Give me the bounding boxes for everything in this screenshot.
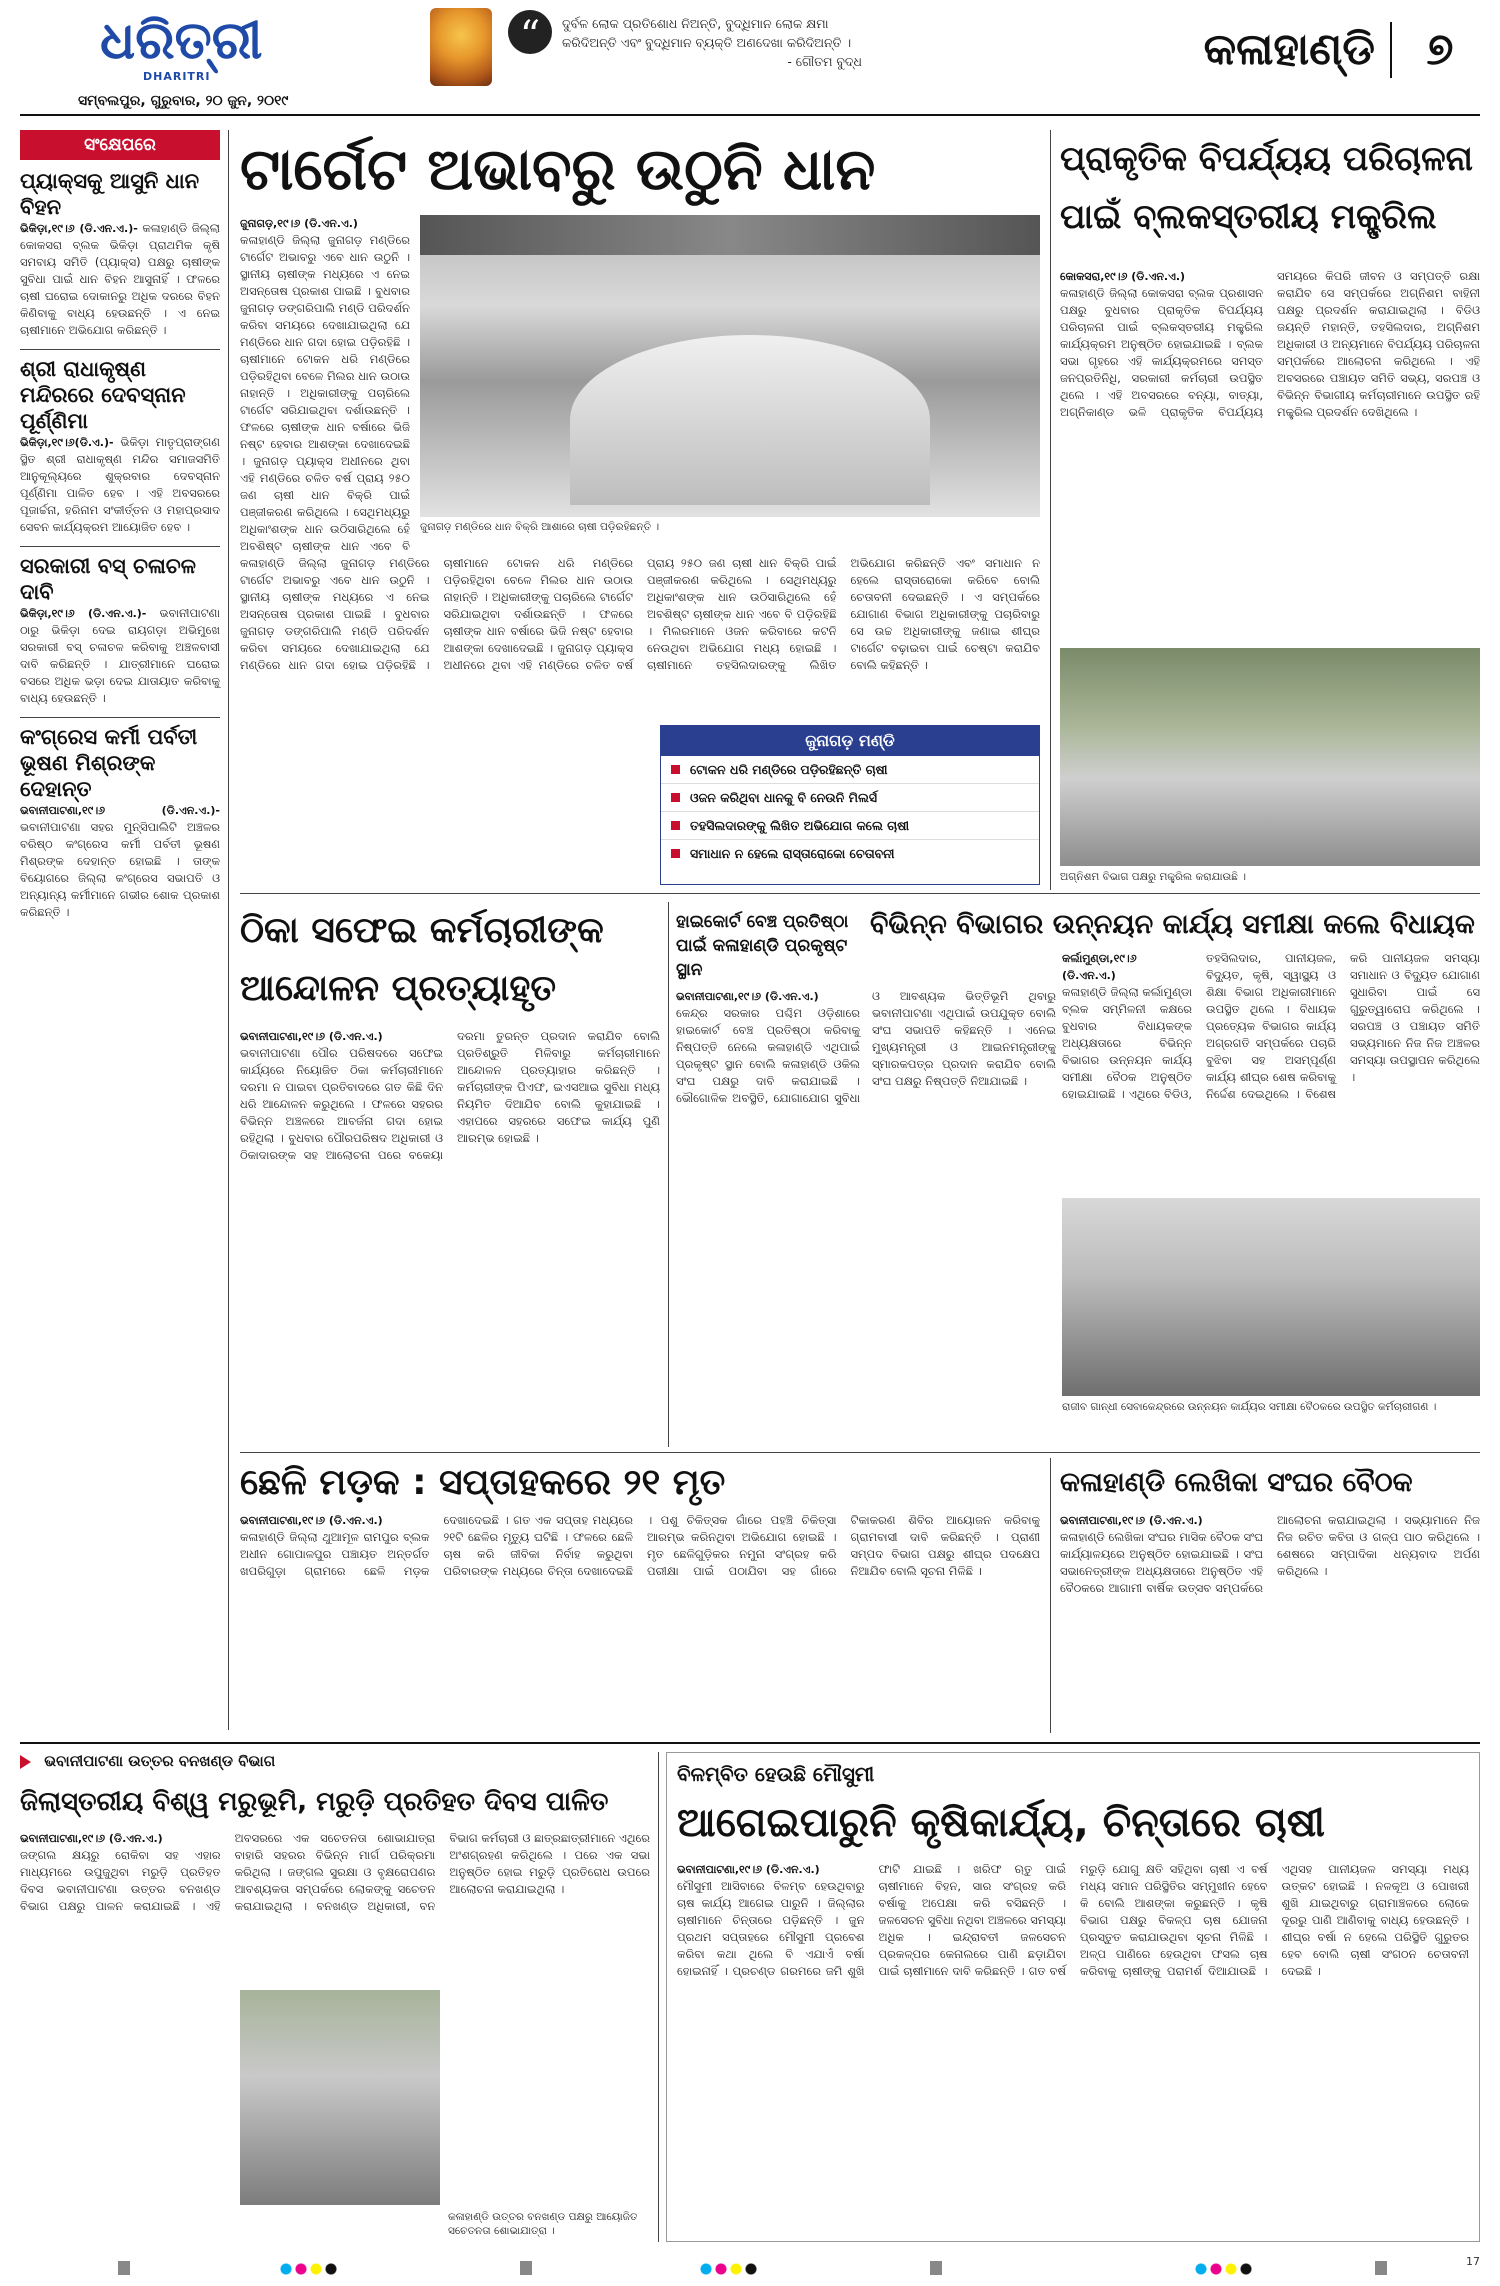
disaster-photo — [1060, 648, 1480, 866]
brief-text: ଭବାନୀପାଟଣା ସହର ମୁନ୍ସିପାଲିଟି ଅଞ୍ଚଳର ବରିଷ୍ଠ କଂଗ୍ରେସ କର୍ମୀ ପର୍ବତୀ ଭୂଷଣ ମିଶ୍ରଙ୍କ ଦେହାନ୍ତ ହୋଇଛି । ତାଙ୍କ ବିୟୋଗରେ ଜିଲ୍ଲା କଂଗ୍ରେସ ସଭାପତି ଓ ଅନ୍ୟାନ୍ୟ କର୍ମୀମାନେ ଗଭୀର ଶୋକ ପ୍ରକାଶ କରିଛନ୍ତି । — [20, 820, 220, 919]
lead-text-continued: କଳାହାଣ୍ଡି ଜିଲ୍ଲା ଜୁନାଗଡ଼ ମଣ୍ଡିରେ ଟାର୍ଗେଟ ଅଭାବରୁ ଏବେ ଧାନ ଉଠୁନି । ସ୍ଥାନୀୟ ଚାଷୀଙ୍କ ମଧ୍ୟରେ ଏ ନେଇ ଅସନ୍ତୋଷ ପ୍ରକାଶ ପାଇଛି । ବୁଧବାର ଜୁନାଗଡ଼ ଡଙ୍ଗରିପାଲି ମଣ୍ଡି ପରିଦର୍ଶନ କରିବା ସମୟରେ ଦେଖାଯାଇଥିଲା ଯେ ମଣ୍ଡିରେ ଧାନ ଗଦା ହୋଇ ପଡ଼ିରହିଛି । ଚାଷୀମାନେ ଟୋକନ ଧରି ମଣ୍ଡିରେ ପଡ଼ିରହିଥିବା ବେଳେ ମିଲର ଧାନ ଉଠାଉ ନାହାନ୍ତି । ଅଧିକାରୀଙ୍କୁ ପଚାରିଲେ ଟାର୍ଗେଟ ସରିଯାଇଥିବା ଦର୍ଶାଉଛନ୍ତି । ଫଳରେ ଚାଷୀଙ୍କ ଧାନ ବର୍ଷାରେ ଭିଜି ନଷ୍ଟ ହେବାର ଆଶଙ୍କା ଦେଖାଦେଇଛି । ଜୁନାଗଡ଼ ପ୍ୟାକ୍ସ ଅଧୀନରେ ଥିବା ଏହି ମଣ୍ଡିରେ ଚଳିତ ବର୍ଷ ପ୍ରାୟ ୨୫୦ ଜଣ ଚାଷୀ ଧାନ ବିକ୍ରି ପାଇଁ ପଞ୍ଜୀକରଣ କରିଥିଲେ । ସେଥିମଧ୍ୟରୁ ଅଧିକାଂଶଙ୍କ ଧାନ ଉଠିସାରିଥିଲେ ହେଁ ଅବଶିଷ୍ଟ ଚାଷୀଙ୍କ ଧାନ ଏବେ ବି ପଡ଼ିରହିଛି । ମିଲରମାନେ ଓଜନ କରିବାରେ କଟନି ନେଉଥିବା ଅଭିଯୋଗ ମଧ୍ୟ ହୋଇଛି । ଚାଷୀମାନେ ତହସିଲଦାରଙ୍କୁ ଲିଖିତ ଅଭିଯୋଗ କରିଛନ୍ତି ଏବଂ ସମାଧାନ ନ ହେଲେ ରାସ୍ତାରୋକୋ କରିବେ ବୋଲି ଚେତାବନୀ ଦେଇଛନ୍ତି । ଏ ସମ୍ପର୍କରେ ଯୋଗାଣ ବିଭାଗ ଅଧିକାରୀଙ୍କୁ ପଚାରିବାରୁ ସେ ଉଚ୍ଚ ଅଧିକାରୀଙ୍କୁ ଜଣାଇ ଶୀଘ୍ର ଟାର୍ଗେଟ ବଢ଼ାଇବା ପାଇଁ ଚେଷ୍ଟା କରାଯିବ ବୋଲି କହିଛନ୍ତି । — [240, 556, 1040, 672]
section-name: କଳାହାଣ୍ଡି — [1203, 24, 1375, 75]
brief-headline: କଂଗ୍ରେସ କର୍ମୀ ପର୍ବତୀ ଭୂଷଣ ମିଶ୍ରଙ୍କ ଦେହାନ୍ତ — [20, 725, 198, 801]
section-rule-3 — [20, 1742, 1480, 1744]
masthead-rule — [20, 114, 1480, 116]
monsoon-text: ମୌସୁମୀ ଆସିବାରେ ବିଳମ୍ବ ହେଉଥିବାରୁ ଚାଷ କାର୍ଯ୍ୟ ଆଗେଇ ପାରୁନି । ଜିଲ୍ଲାର ଚାଷୀମାନେ ଚିନ୍ତାରେ ପଡ଼ିଛନ୍ତି । ଜୁନ ପ୍ରଥମ ସପ୍ତାହରେ ମୌସୁମୀ ପ୍ରବେଶ କରିବା କଥା ଥିଲେ ବି ଏଯାଏଁ ବର୍ଷା ହୋଇନାହିଁ । ପ୍ରଚଣ୍ଡ ଗରମରେ ଜମି ଶୁଖି ଫାଟି ଯାଇଛି । ଖରିଫ ଋତୁ ପାଇଁ ଚାଷୀମାନେ ବିହନ, ସାର ସଂଗ୍ରହ କରି ବର୍ଷାକୁ ଅପେକ୍ଷା କରି ବସିଛନ୍ତି । ଜଳସେଚନ ସୁବିଧା ନଥିବା ଅଞ୍ଚଳରେ ସମସ୍ୟା ଅଧିକ । ଇନ୍ଦ୍ରାବତୀ ଜଳସେଚନ ପ୍ରକଳ୍ପର କେନାଲରେ ପାଣି ଛଡ଼ାଯିବା ପାଇଁ ଚାଷୀମାନେ ଦାବି କରିଛନ୍ତି । ଗତ ବର୍ଷ ମରୁଡ଼ି ଯୋଗୁ କ୍ଷତି ସହିଥିବା ଚାଷୀ ଏ ବର୍ଷ ମଧ୍ୟ ସମାନ ପରିସ୍ଥିତିର ସମ୍ମୁଖୀନ ହେବେ କି ବୋଲି ଆଶଙ୍କା କରୁଛନ୍ତି । କୃଷି ବିଭାଗ ପକ୍ଷରୁ ବିକଳ୍ପ ଚାଷ ଯୋଜନା ପ୍ରସ୍ତୁତ କରାଯାଉଥିବା ସୂଚନା ମିଳିଛି । ଅଳ୍ପ ପାଣିରେ ହେଉଥିବା ଫସଲ ଚାଷ କରିବାକୁ ଚାଷୀଙ୍କୁ ପରାମର୍ଶ ଦିଆଯାଉଛି । ଏଥିସହ ପାନୀୟଜଳ ସମସ୍ୟା ମଧ୍ୟ ଉତ୍କଟ ହୋଇଛି । ନଳକୂଅ ଓ ପୋଖରୀ ଶୁଖି ଯାଇଥିବାରୁ ଗ୍ରାମାଞ୍ଚଳରେ ଲୋକେ ଦୂରରୁ ପାଣି ଆଣିବାକୁ ବାଧ୍ୟ ହେଉଛନ୍ତି । ଶୀଘ୍ର ବର୍ଷା ନ ହେଲେ ପରିସ୍ଥିତି ଗୁରୁତର ହେବ ବୋଲି ଚାଷୀ ସଂଗଠନ ଚେତାବନୀ ଦେଇଛି । — [677, 1862, 1469, 1978]
brief-label: ସଂକ୍ଷେପରେ — [20, 130, 220, 160]
highcourt-text: କେନ୍ଦ୍ର ସରକାର ପଶ୍ଚିମ ଓଡ଼ିଶାରେ ହାଇକୋର୍ଟ ବେଞ୍ଚ ପ୍ରତିଷ୍ଠା କରିବାକୁ ନିଷ୍ପତ୍ତି ନେଲେ କଳାହାଣ୍ଡି ଏଥିପାଇଁ ପ୍ରକୃଷ୍ଟ ସ୍ଥାନ ବୋଲି କଳାହାଣ୍ଡି ଓକିଲ ସଂଘ ପକ୍ଷରୁ ଦାବି କରାଯାଇଛି । ଭୌଗୋଳିକ ଅବସ୍ଥିତି, ଯୋଗାଯୋଗ ସୁବିଧା ଓ ଆବଶ୍ୟକ ଭିତ୍ତିଭୂମି ଥିବାରୁ ଭବାନୀପାଟଣା ଏଥିପାଇଁ ଉପଯୁକ୍ତ ବୋଲି ସଂଘ ସଭାପତି କହିଛନ୍ତି । ଏନେଇ ମୁଖ୍ୟମନ୍ତ୍ରୀ ଓ ଆଇନମନ୍ତ୍ରୀଙ୍କୁ ସ୍ମାରକପତ୍ର ପ୍ରଦାନ କରାଯିବ ବୋଲି ସଂଘ ପକ୍ଷରୁ ନିଷ୍ପତ୍ତି ନିଆଯାଇଛି । — [676, 989, 1056, 1105]
registration-block — [1375, 2261, 1387, 2275]
quote-text — [562, 14, 862, 94]
highcourt-headline: ହାଇକୋର୍ଟ ବେଞ୍ଚ ପ୍ରତିଷ୍ଠା ପାଇଁ କଳାହାଣ୍ଡି ପ୍ରକୃଷ୍ଟ ସ୍ଥାନ — [676, 912, 849, 980]
goats-body — [240, 1512, 1040, 1732]
disaster-body — [1060, 268, 1480, 638]
brief-body — [20, 434, 220, 536]
monsoon-kicker: ବିଳମ୍ବିତ ହେଉଛି ମୌସୁମୀ — [677, 1762, 875, 1786]
monsoon-headline: ଆଗେଇପାରୁନି କୃଷିକାର୍ଯ୍ୟ, ଚିନ୍ତାରେ ଚାଷୀ — [677, 1800, 1326, 1846]
monsoon-box — [666, 1752, 1480, 2242]
bullet-square-icon — [671, 765, 680, 774]
brief-divider — [20, 546, 220, 547]
brief-item — [20, 724, 220, 921]
brief-item — [20, 168, 220, 339]
factbox-bullet-text: ସମାଧାନ ନ ହେଲେ ରାସ୍ତାରୋକୋ ଚେତାବନୀ — [690, 845, 895, 861]
quote-mark-icon: “ — [508, 10, 552, 54]
desert-photo — [240, 1990, 440, 2205]
paddy-heap-shape — [570, 335, 930, 505]
writers-headline: କଳାହାଣ୍ଡି ଲେଖିକା ସଂଘର ବୈଠକ — [1060, 1467, 1413, 1498]
cmyk-dots — [280, 2263, 340, 2275]
lead-headline: ଟାର୍ଗେଟ ଅଭାବରୁ ଉଠୁନି ଧାନ — [240, 135, 876, 203]
print-registration-strip — [0, 2255, 1500, 2281]
bullet-square-icon — [671, 849, 680, 858]
desert-text: ଜଙ୍ଗଲ କ୍ଷୟରୁ ରୋକିବା ସହ ଏହାର ମାଧ୍ୟମରେ ଉପୁଜୁଥିବା ମରୁଡ଼ି ପ୍ରତିହତ ଦିବସ ଭବାନୀପାଟଣା ଉତ୍ତର ବନଖଣ୍ଡ ବିଭାଗ ପକ୍ଷରୁ ପାଳନ କରାଯାଇଛି । ଏହି ଅବସରରେ ଏକ ସଚେତନତା ଶୋଭାଯାତ୍ରା ବାହାରି ସହରର ବିଭିନ୍ନ ମାର୍ଗ ପରିକ୍ରମା କରିଥିଲା । ଜଙ୍ଗଲ ସୁରକ୍ଷା ଓ ବୃକ୍ଷରୋପଣର ଆବଶ୍ୟକତା ସମ୍ପର୍କରେ ଲୋକଙ୍କୁ ସଚେତନ କରାଯାଇଥିଲା । ବନଖଣ୍ଡ ଅଧିକାରୀ, ବନ ବିଭାଗ କର୍ମଚାରୀ ଓ ଛାତ୍ରଛାତ୍ରୀମାନେ ଏଥିରେ ଅଂଶଗ୍ରହଣ କରିଥିଲେ । ପରେ ଏକ ସଭା ଅନୁଷ୍ଠିତ ହୋଇ ମରୁଡ଼ି ପ୍ରତିରୋଧ ଉପରେ ଆଲୋଚନା କରାଯାଇଥିଲା । — [20, 1831, 650, 1913]
highcourt-dateline: ଭବାନୀପାଟଣା,୧୯।୬ (ଡି.ଏନ.ଏ.) — [676, 990, 819, 1003]
section-rule-1 — [240, 893, 1480, 894]
cmyk-dots — [1195, 2263, 1255, 2275]
disaster-headline: ପ୍ରାକୃତିକ ବିପର୍ଯ୍ୟୟ ପରିଚାଳନା ପାଇଁ ବ୍ଲକସ୍ତରୀୟ ମକ୍ଡ୍ରିଲ — [1060, 139, 1474, 237]
desert-photo-caption: କଳାହାଣ୍ଡି ଉତ୍ତର ବନଖଣ୍ଡ ପକ୍ଷରୁ ଆୟୋଜିତ ସଚେତନତା ଶୋଭାଯାତ୍ରା । — [448, 2211, 638, 2237]
writers-body — [1060, 1512, 1480, 1732]
desert-headline: ଜିଲାସ୍ତରୀୟ ବିଶ୍ୱ ମରୁଭୂମି, ମରୁଡ଼ି ପ୍ରତିହତ ଦିବସ ପାଳିତ — [20, 1787, 609, 1817]
factbox-bullet — [661, 784, 1039, 812]
monsoon-body — [677, 1861, 1469, 2233]
quote-line-1: ଦୁର୍ବଳ ଲୋକ ପ୍ରତିଶୋଧ ନିଅନ୍ତି, ବୁଦ୍ଧିମାନ ଲୋକ କ୍ଷମା — [562, 16, 829, 31]
sweepers-headline: ଠିକା ସଫେଇ କର୍ମଚାରୀଙ୍କ ଆନ୍ଦୋଳନ ପ୍ରତ୍ୟାହୃତ — [240, 910, 604, 1009]
brief-text: ଭିକିଡ଼ା ମାତୃପ୍ରାଙ୍ଗଣ ସ୍ଥିତ ଶ୍ରୀ ରାଧାକୃଷ୍ଣ ମନ୍ଦିର ସମାଜସମିତି ଆନୁକୂଲ୍ୟରେ ଶୁକ୍ରବାର ଦେବସ୍ନାନ ପୂର୍ଣ୍ଣିମା ପାଳିତ ହେବ । ଏହି ଅବସରରେ ପୂଜାର୍ଚ୍ଚନା, ହରିନାମ ସଂକୀର୍ତ୍ତନ ଓ ମହାପ୍ରସାଦ ସେବନ କାର୍ଯ୍ୟକ୍ରମ ଆୟୋଜିତ ହେବ । — [20, 435, 220, 534]
lead-photo — [420, 215, 1040, 517]
mla-review-photo-caption: ରାଜୀବ ଗାନ୍ଧୀ ସେବାକେନ୍ଦ୍ରରେ ଉନ୍ନୟନ କାର୍ଯ୍ୟର ସମୀକ୍ଷା ବୈଠକରେ ଉପସ୍ଥିତ କର୍ମଚାରୀଗଣ । — [1062, 1401, 1437, 1413]
goats-headline: ଛେଳି ମଡ଼କ : ସପ୍ତାହକରେ ୨୧ ମୃତ — [240, 1462, 726, 1503]
lead-factbox — [660, 725, 1040, 885]
mla-review-dateline: କର୍ଲାମୁଣ୍ଡା,୧୯।୬ (ଡି.ଏନ.ଏ.) — [1062, 952, 1137, 982]
lead-dateline: ଜୁନାଗଡ଼,୧୯।୬ (ଡି.ଏନ.ଏ.) — [240, 217, 358, 230]
factbox-bullet-text: ତହସିଲଦାରଙ୍କୁ ଲିଖିତ ଅଭିଯୋଗ କଲେ ଚାଷୀ — [690, 817, 910, 833]
brief-body — [20, 802, 220, 921]
sweepers-divider — [668, 902, 669, 1447]
desert-dateline: ଭବାନୀପାଟଣା,୧୯।୬ (ଡି.ଏନ.ଏ.) — [20, 1832, 163, 1845]
brief-body — [20, 220, 220, 339]
desert-divider — [658, 1752, 659, 2242]
brief-dateline: ଭିକିଡ଼ା,୧୯।୬ (ଡି.ଏନ.ଏ.)- — [20, 222, 138, 235]
registration-block — [118, 2261, 130, 2275]
writers-text: କଳାହାଣ୍ଡି ଲେଖିକା ସଂଘର ମାସିକ ବୈଠକ ସଂଘ କାର୍ଯ୍ୟାଳୟରେ ଅନୁଷ୍ଠିତ ହୋଇଯାଇଛି । ସଂଘ ସଭାନେତ୍ରୀଙ୍କ ଅଧ୍ୟକ୍ଷତାରେ ଅନୁଷ୍ଠିତ ଏହି ବୈଠକରେ ଆଗାମୀ ବାର୍ଷିକ ଉତ୍ସବ ସମ୍ପର୍କରେ ଆଲୋଚନା କରାଯାଇଥିଲା । ସଭ୍ୟାମାନେ ନିଜ ନିଜ ରଚିତ କବିତା ଓ ଗଳ୍ପ ପାଠ କରିଥିଲେ । ଶେଷରେ ସମ୍ପାଦିକା ଧନ୍ୟବାଦ ଅର୍ପଣ କରିଥିଲେ । — [1060, 1513, 1480, 1595]
brief-body — [20, 605, 220, 707]
shed-roof-shape — [420, 215, 1040, 255]
brief-text: କଳାହାଣ୍ଡି ଜିଲ୍ଲା କୋକସରା ବ୍ଲକ ଭିକିଡ଼ା ପ୍ରାଥମିକ କୃଷି ସମବାୟ ସମିତି (ପ୍ୟାକ୍ସ) ପକ୍ଷରୁ ଚାଷୀଙ୍କ ସୁବିଧା ପାଇଁ ଧାନ ବିହନ ଆସୁନାହିଁ । ଫଳରେ ଚାଷୀ ଘରୋଇ ଦୋକାନରୁ ଅଧିକ ଦରରେ ବିହନ କିଣିବାକୁ ବାଧ୍ୟ ହେଉଛନ୍ତି । ଏ ନେଇ ଚାଷୀମାନେ ଅଭିଯୋଗ କରିଛନ୍ତି । — [20, 221, 220, 337]
disaster-dateline: କୋକସରା,୧୯।୬ (ଡି.ଏନ.ଏ.) — [1060, 270, 1186, 283]
factbox-bullet — [661, 812, 1039, 840]
page-number-big: ୭ — [1426, 24, 1454, 75]
brief-divider — [20, 717, 220, 718]
mla-review-body — [1062, 950, 1480, 1190]
writers-dateline: ଭବାନୀପାଟଣା,୧୯।୬ (ଡି.ଏନ.ଏ.) — [1060, 1514, 1203, 1527]
lead-body-top — [240, 215, 410, 555]
factbox-bullet — [661, 756, 1039, 784]
brief-dateline: ଭବାନୀପାଟଣା,୧୯।୬ (ଡି.ଏନ.ଏ.)- — [20, 804, 220, 817]
mla-review-photo — [1062, 1198, 1480, 1396]
monsoon-dateline: ଭବାନୀପାଟଣା,୧୯।୬ (ଡି.ଏନ.ଏ.) — [677, 1863, 820, 1876]
registration-block — [930, 2261, 942, 2275]
disaster-text: କଳାହାଣ୍ଡି ଜିଲ୍ଲା କୋକସରା ବ୍ଲକ ପ୍ରଶାସନ ପକ୍ଷରୁ ବୁଧବାର ପ୍ରାକୃତିକ ବିପର୍ଯ୍ୟୟ ପରିଚାଳନା ପାଇଁ ବ୍ଲକସ୍ତରୀୟ ମକ୍ଡ୍ରିଲ କାର୍ଯ୍ୟକ୍ରମ ଅନୁଷ୍ଠିତ ହୋଇଯାଇଛି । ବ୍ଲକ ସଭା ଗୃହରେ ଏହି କାର୍ଯ୍ୟକ୍ରମରେ ସମସ୍ତ ଜନପ୍ରତିନିଧି, ସରକାରୀ କର୍ମଚାରୀ ଉପସ୍ଥିତ ଥିଲେ । ଏହି ଅବସରରେ ବନ୍ୟା, ବାତ୍ୟା, ଅଗ୍ନିକାଣ୍ଡ ଭଳି ପ୍ରାକୃତିକ ବିପର୍ଯ୍ୟୟ ସମୟରେ କିପରି ଜୀବନ ଓ ସମ୍ପତ୍ତି ରକ୍ଷା କରାଯିବ ସେ ସମ୍ପର୍କରେ ଅଗ୍ନିଶମ ବାହିନୀ ପକ୍ଷରୁ ପ୍ରଦର୍ଶନ କରାଯାଇଥିଲା । ବିଡିଓ ଜୟନ୍ତି ମହାନ୍ତି, ତହସିଲଦାର, ଅଗ୍ନିଶମ ଅଧିକାରୀ ଓ ଅନ୍ୟମାନେ ବିପର୍ଯ୍ୟୟ ପରିଚାଳନା ସମ୍ପର୍କରେ ଆଲୋଚନା କରିଥିଲେ । ଏହି ଅବସରରେ ପଞ୍ଚାୟତ ସମିତି ସଭ୍ୟ, ସରପଞ୍ଚ ଓ ବିଭିନ୍ନ ବିଭାଗୀୟ କର୍ମଚାରୀମାନେ ଉପସ୍ଥିତ ରହି ମକ୍ଡ୍ରିଲ ପ୍ରଦର୍ଶନ ଦେଖିଥିଲେ । — [1060, 269, 1480, 419]
brief-divider — [20, 349, 220, 350]
footer-page-number: 17 — [1466, 2255, 1480, 2268]
desert-kicker-text: ଭବାନୀପାଟଣା ଉତ୍ତର ବନଖଣ୍ଡ ବିଭାଗ — [44, 1752, 276, 1770]
factbox-title: ଜୁନାଗଡ଼ ମଣ୍ଡି — [661, 726, 1039, 756]
dateline-bar — [78, 90, 398, 112]
highcourt-body — [676, 988, 1056, 1448]
quote-line-2: କରିଦିଅନ୍ତି ଏବଂ ବୁଦ୍ଧିମାନ ବ୍ୟକ୍ତି ଅଣଦେଖା କରିଦିଅନ୍ତି । — [562, 35, 852, 50]
newspaper-logo: ଧରିତ୍ରୀ — [100, 10, 263, 71]
brief-dateline: ଭିକିଡ଼ା,୧୯।୬(ଡି.ଏ.)- — [20, 436, 114, 449]
issue-date: ସମ୍ବଲପୁର, ଗୁରୁବାର, ୨୦ ଜୁନ, ୨୦୧୯ — [78, 93, 289, 109]
sidebar-divider — [228, 130, 229, 1730]
factbox-bullet-text: ଟୋକନ ଧରି ମଣ୍ଡିରେ ପଡ଼ିରହିଛନ୍ତି ଚାଷୀ — [690, 761, 888, 777]
quote-author: - ଗୌତମ ବୁଦ୍ଧ — [787, 54, 862, 69]
factbox-bullet — [661, 840, 1039, 867]
sweepers-dateline: ଭବାନୀପାଟଣା,୧୯।୬ (ଡି.ଏନ.ଏ.) — [240, 1030, 383, 1043]
lead-photo-caption: ଜୁନାଗଡ଼ ମଣ୍ଡିରେ ଧାନ ବିକ୍ରି ଆଶାରେ ଚାଷୀ ପଡ଼ିରହିଛନ୍ତି । — [420, 521, 660, 533]
brief-dateline: ଭିକିଡ଼ା,୧୯।୬ (ଡି.ଏନ.ଏ.)- — [20, 607, 147, 620]
brief-headline: ସରକାରୀ ବସ୍ ଚଳାଚଳ ଦାବି — [20, 554, 196, 604]
right-column-divider — [1050, 130, 1051, 890]
goats-divider — [1050, 1458, 1051, 1733]
mla-review-headline: ବିଭିନ୍ନ ବିଭାଗର ଉନ୍ନୟନ କାର୍ଯ୍ୟ ସମୀକ୍ଷା କଲେ ବିଧାୟକ — [870, 909, 1475, 940]
bullet-square-icon — [671, 821, 680, 830]
desert-kicker — [20, 1752, 640, 1776]
goats-dateline: ଭବାନୀପାଟଣା,୧୯।୬ (ଡି.ଏନ.ଏ.) — [240, 1514, 383, 1527]
section-divider — [1390, 22, 1392, 78]
brief-headline: ଶ୍ରୀ ରାଧାକୃଷ୍ଣ ମନ୍ଦିରରେ ଦେବସ୍ନାନ ପୂର୍ଣ୍ଣିମା — [20, 357, 186, 433]
brief-text: ଭବାନୀପାଟଣା ଠାରୁ ଭିକିଡ଼ା ଦେଇ ରାୟଗଡ଼ା ଅଭିମୁଖେ ସରକାରୀ ବସ୍ ଚଳାଚଳ କରିବାକୁ ଅଞ୍ଚଳବାସୀ ଦାବି କରିଛନ୍ତି । ଯାତ୍ରୀମାନେ ଘରୋଇ ବସରେ ଅଧିକ ଭଡ଼ା ଦେଇ ଯାତାୟାତ କରିବାକୁ ବାଧ୍ୟ ହେଉଛନ୍ତି । — [20, 606, 220, 705]
section-rule-2 — [240, 1452, 1480, 1453]
masthead — [0, 0, 1500, 118]
factbox-bullet-text: ଓଜନ କରିଥିବା ଧାନକୁ ବି ନେଉନି ମିଲର୍ସ — [690, 789, 878, 805]
registration-block — [520, 2261, 532, 2275]
kicker-triangle-icon — [20, 1755, 31, 1769]
sweepers-body — [240, 1028, 660, 1448]
cmyk-dots — [700, 2263, 760, 2275]
newspaper-logo-sub: DHARITRI — [143, 70, 211, 83]
goats-text: କଳାହାଣ୍ଡି ଜିଲ୍ଲା ଥୁଆମୂଳ ରାମପୁର ବ୍ଲକ ଅଧୀନ ଗୋପାଳପୁର ପଞ୍ଚାୟତ ଅନ୍ତର୍ଗତ ଖପରିଗୁଡ଼ା ଗ୍ରାମରେ ଛେଳି ମଡ଼କ ଦେଖାଦେଇଛି । ଗତ ଏକ ସପ୍ତାହ ମଧ୍ୟରେ ୨୧ଟି ଛେଳିର ମୃତ୍ୟୁ ଘଟିଛି । ଫଳରେ ଛେଳି ଚାଷ କରି ଜୀବିକା ନିର୍ବାହ କରୁଥିବା ପରିବାରଙ୍କ ମଧ୍ୟରେ ଚିନ୍ତା ଦେଖାଦେଇଛି । ପଶୁ ଚିକିତ୍ସକ ଗାଁରେ ପହଞ୍ଚି ଚିକିତ୍ସା ଆରମ୍ଭ କରିନଥିବା ଅଭିଯୋଗ ହୋଇଛି । ମୃତ ଛେଳିଗୁଡ଼ିକର ନମୁନା ସଂଗ୍ରହ କରି ପରୀକ୍ଷା ପାଇଁ ପଠାଯିବା ସହ ଗାଁରେ ଟିକାକରଣ ଶିବିର ଆୟୋଜନ କରିବାକୁ ଗ୍ରାମବାସୀ ଦାବି କରିଛନ୍ତି । ପ୍ରାଣୀ ସମ୍ପଦ ବିଭାଗ ପକ୍ଷରୁ ଶୀଘ୍ର ପଦକ୍ଷେପ ନିଆଯିବ ବୋଲି ସୂଚନା ମିଳିଛି । — [240, 1513, 1040, 1578]
brief-headline: ପ୍ୟାକ୍ସକୁ ଆସୁନି ଧାନ ବିହନ — [20, 169, 200, 219]
mla-review-text: କଳାହାଣ୍ଡି ଜିଲ୍ଲା କର୍ଲାମୁଣ୍ଡା ବ୍ଲକ ସମ୍ମିଳନୀ କକ୍ଷରେ ବୁଧବାର ବିଧାୟକଙ୍କ ଅଧ୍ୟକ୍ଷତାରେ ବିଭିନ୍ନ ବିଭାଗର ଉନ୍ନୟନ କାର୍ଯ୍ୟ ସମୀକ୍ଷା ବୈଠକ ଅନୁଷ୍ଠିତ ହୋଇଯାଇଛି । ଏଥିରେ ବିଡିଓ, ତହସିଲଦାର, ପାନୀୟଜଳ, ବିଦ୍ୟୁତ, କୃଷି, ସ୍ୱାସ୍ଥ୍ୟ ଓ ଶିକ୍ଷା ବିଭାଗ ଅଧିକାରୀମାନେ ଉପସ୍ଥିତ ଥିଲେ । ବିଧାୟକ ପ୍ରତ୍ୟେକ ବିଭାଗର କାର୍ଯ୍ୟ ଅଗ୍ରଗତି ସମ୍ପର୍କରେ ପଚାରି ବୁଝିବା ସହ ଅସମ୍ପୂର୍ଣ୍ଣ କାର୍ଯ୍ୟ ଶୀଘ୍ର ଶେଷ କରିବାକୁ ନିର୍ଦ୍ଦେଶ ଦେଇଥିଲେ । ବିଶେଷ କରି ପାନୀୟଜଳ ସମସ୍ୟା ସମାଧାନ ଓ ବିଦ୍ୟୁତ ଯୋଗାଣ ସୁଧାରିବା ପାଇଁ ସେ ଗୁରୁତ୍ୱାରୋପ କରିଥିଲେ । ସରପଞ୍ଚ ଓ ପଞ୍ଚାୟତ ସମିତି ସଭ୍ୟମାନେ ନିଜ ନିଜ ଅଞ୍ଚଳର ସମସ୍ୟା ଉପସ୍ଥାପନ କରିଥିଲେ । — [1062, 951, 1480, 1101]
disaster-photo-caption: ଅଗ୍ନିଶମ ବିଭାଗ ପକ୍ଷରୁ ମକ୍ଡ୍ରିଲ କରାଯାଉଛି । — [1060, 871, 1246, 883]
sweepers-text: ଭବାନୀପାଟଣା ପୌର ପରିଷଦରେ ସଫେଇ କାର୍ଯ୍ୟରେ ନିୟୋଜିତ ଠିକା କର୍ମଚାରୀମାନେ ଦରମା ନ ପାଇବା ପ୍ରତିବାଦରେ ଗତ କିଛି ଦିନ ଧରି ଆନ୍ଦୋଳନ କରୁଥିଲେ । ଫଳରେ ସହରର ବିଭିନ୍ନ ଅଞ୍ଚଳରେ ଆବର୍ଜନା ଗଦା ହୋଇ ରହିଥିଲା । ବୁଧବାର ପୌରପରିଷଦ ଅଧିକାରୀ ଓ ଠିକାଦାରଙ୍କ ସହ ଆଲୋଚନା ପରେ ବକେୟା ଦରମା ତୁରନ୍ତ ପ୍ରଦାନ କରାଯିବ ବୋଲି ପ୍ରତିଶ୍ରୁତି ମିଳିବାରୁ କର୍ମଚାରୀମାନେ ଆନ୍ଦୋଳନ ପ୍ରତ୍ୟାହାର କରିଛନ୍ତି । କର୍ମଚାରୀଙ୍କ ପିଏଫ, ଇଏସଆଇ ସୁବିଧା ମଧ୍ୟ ନିୟମିତ ଦିଆଯିବ ବୋଲି କୁହାଯାଇଛି । ଏହାପରେ ସହରରେ ସଫେଇ କାର୍ଯ୍ୟ ପୁଣି ଆରମ୍ଭ ହୋଇଛି । — [240, 1029, 660, 1162]
brief-item — [20, 356, 220, 536]
buddha-image — [430, 8, 492, 86]
brief-sidebar — [20, 130, 220, 1730]
lead-text: କଳାହାଣ୍ଡି ଜିଲ୍ଲା ଜୁନାଗଡ଼ ମଣ୍ଡିରେ ଟାର୍ଗେଟ ଅଭାବରୁ ଏବେ ଧାନ ଉଠୁନି । ସ୍ଥାନୀୟ ଚାଷୀଙ୍କ ମଧ୍ୟରେ ଏ ନେଇ ଅସନ୍ତୋଷ ପ୍ରକାଶ ପାଇଛି । ବୁଧବାର ଜୁନାଗଡ଼ ଡଙ୍ଗରିପାଲି ମଣ୍ଡି ପରିଦର୍ଶନ କରିବା ସମୟରେ ଦେଖାଯାଇଥିଲା ଯେ ମଣ୍ଡିରେ ଧାନ ଗଦା ହୋଇ ପଡ଼ିରହିଛି । ଚାଷୀମାନେ ଟୋକନ ଧରି ମଣ୍ଡିରେ ପଡ଼ିରହିଥିବା ବେଳେ ମିଲର ଧାନ ଉଠାଉ ନାହାନ୍ତି । ଅଧିକାରୀଙ୍କୁ ପଚାରିଲେ ଟାର୍ଗେଟ ସରିଯାଇଥିବା ଦର୍ଶାଉଛନ୍ତି । ଫଳରେ ଚାଷୀଙ୍କ ଧାନ ବର୍ଷାରେ ଭିଜି ନଷ୍ଟ ହେବାର ଆଶଙ୍କା ଦେଖାଦେଇଛି । ଜୁନାଗଡ଼ ପ୍ୟାକ୍ସ ଅଧୀନରେ ଥିବା ଏହି ମଣ୍ଡିରେ ଚଳିତ ବର୍ଷ ପ୍ରାୟ ୨୫୦ ଜଣ ଚାଷୀ ଧାନ ବିକ୍ରି ପାଇଁ ପଞ୍ଜୀକରଣ କରିଥିଲେ । ସେଥିମଧ୍ୟରୁ ଅଧିକାଂଶଙ୍କ ଧାନ ଉଠିସାରିଥିଲେ ହେଁ ଅବଶିଷ୍ଟ ଚାଷୀଙ୍କ ଧାନ ଏବେ ବି — [240, 233, 410, 553]
brief-item — [20, 553, 220, 707]
bullet-square-icon — [671, 793, 680, 802]
